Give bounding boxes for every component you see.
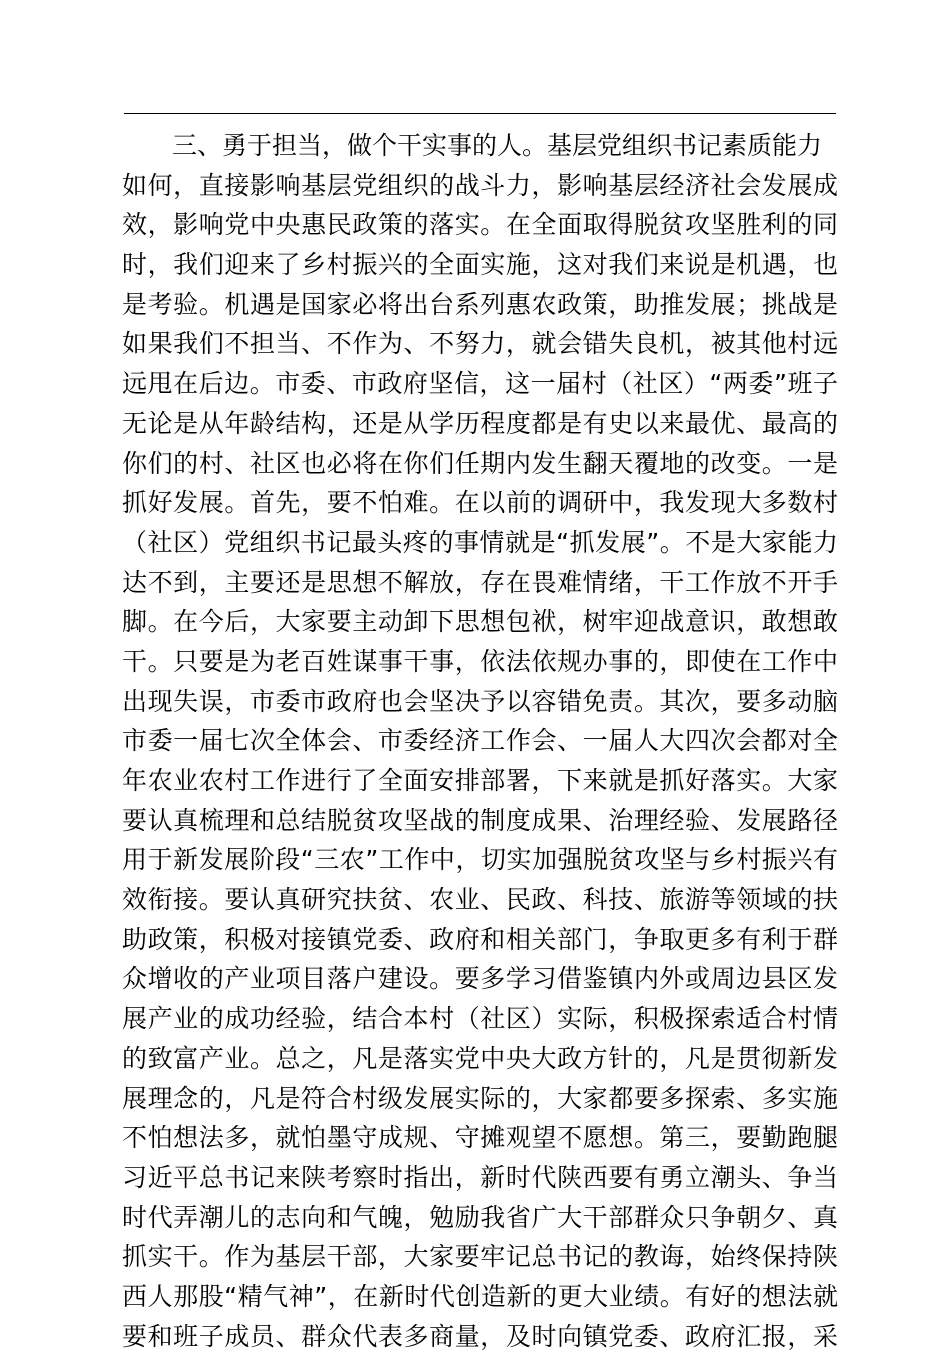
text-line: 是考验。机遇是国家必将出台系列惠农政策，助推发展；挑战是 (122, 289, 838, 319)
text-line: 的致富产业。总之，凡是落实党中央大政方针的，凡是贯彻新发 (122, 1043, 838, 1073)
text-line: 要认真梳理和总结脱贫攻坚战的制度成果、治理经验、发展路径 (122, 805, 838, 835)
text-line: 抓实干。作为基层干部，大家要牢记总书记的教诲，始终保持陕 (122, 1242, 838, 1272)
text-line: 抓好发展。首先，要不怕难。在以前的调研中，我发现大多数村 (122, 488, 838, 518)
text-line: 用于新发展阶段“三农”工作中，切实加强脱贫攻坚与乡村振兴有 (122, 845, 838, 875)
text-line: 展理念的，凡是符合村级发展实际的，大家都要多探索、多实施 (122, 1083, 838, 1113)
text-line: 如何，直接影响基层党组织的战斗力，影响基层经济社会发展成 (122, 170, 838, 200)
text-line: 出现失误，市委市政府也会坚决予以容错免责。其次，要多动脑 (122, 686, 838, 716)
text-line: 远甩在后边。市委、市政府坚信，这一届村（社区）“两委”班子 (122, 369, 838, 399)
body-text (122, 126, 838, 1356)
header-rule (124, 113, 836, 114)
text-line: 效，影响党中央惠民政策的落实。在全面取得脱贫攻坚胜利的同 (122, 210, 838, 240)
text-line: 如果我们不担当、不作为、不努力，就会错失良机，被其他村远 (122, 329, 838, 359)
text-line: （社区）党组织书记最头疼的事情就是“抓发展”。不是大家能力 (122, 527, 838, 557)
text-line: 脚。在今后，大家要主动卸下思想包袱，树牢迎战意识，敢想敢 (122, 607, 838, 637)
text-line: 干。只要是为老百姓谋事干事，依法依规办事的，即使在工作中 (122, 646, 838, 676)
text-line: 助政策，积极对接镇党委、政府和相关部门，争取更多有利于群 (122, 924, 838, 954)
text-line: 西人那股“精气神”，在新时代创造新的更大业绩。有好的想法就 (122, 1281, 838, 1311)
text-line: 你们的村、社区也必将在你们任期内发生翻天覆地的改变。一是 (122, 448, 838, 478)
text-line: 要和班子成员、群众代表多商量，及时向镇党委、政府汇报，采 (122, 1321, 838, 1351)
text-line: 年农业农村工作进行了全面安排部署，下来就是抓好落实。大家 (122, 766, 838, 795)
text-line: 时，我们迎来了乡村振兴的全面实施，这对我们来说是机遇，也 (122, 250, 838, 280)
text-line: 时代弄潮儿的志向和气魄，勉励我省广大干部群众只争朝夕、真 (122, 1202, 838, 1232)
text-line: 效衔接。要认真研究扶贫、农业、民政、科技、旅游等领域的扶 (122, 885, 838, 915)
text-line: 三、勇于担当，做个干实事的人。基层党组织书记素质能力 (122, 131, 823, 160)
text-line: 达不到，主要还是思想不解放，存在畏难情绪，干工作放不开手 (122, 567, 838, 597)
text-line: 展产业的成功经验，结合本村（社区）实际，积极探索适合村情 (122, 1004, 838, 1034)
text-line: 众增收的产业项目落户建设。要多学习借鉴镇内外或周边县区发 (122, 964, 838, 994)
text-line: 无论是从年龄结构，还是从学历程度都是有史以来最优、最高的 (122, 408, 838, 438)
text-line: 习近平总书记来陕考察时指出，新时代陕西要有勇立潮头、争当 (122, 1162, 838, 1192)
text-line: 不怕想法多，就怕墨守成规、守摊观望不愿想。第三，要勤跑腿 (122, 1123, 838, 1153)
text-line: 市委一届七次全体会、市委经济工作会、一届人大四次会都对全 (122, 726, 838, 756)
